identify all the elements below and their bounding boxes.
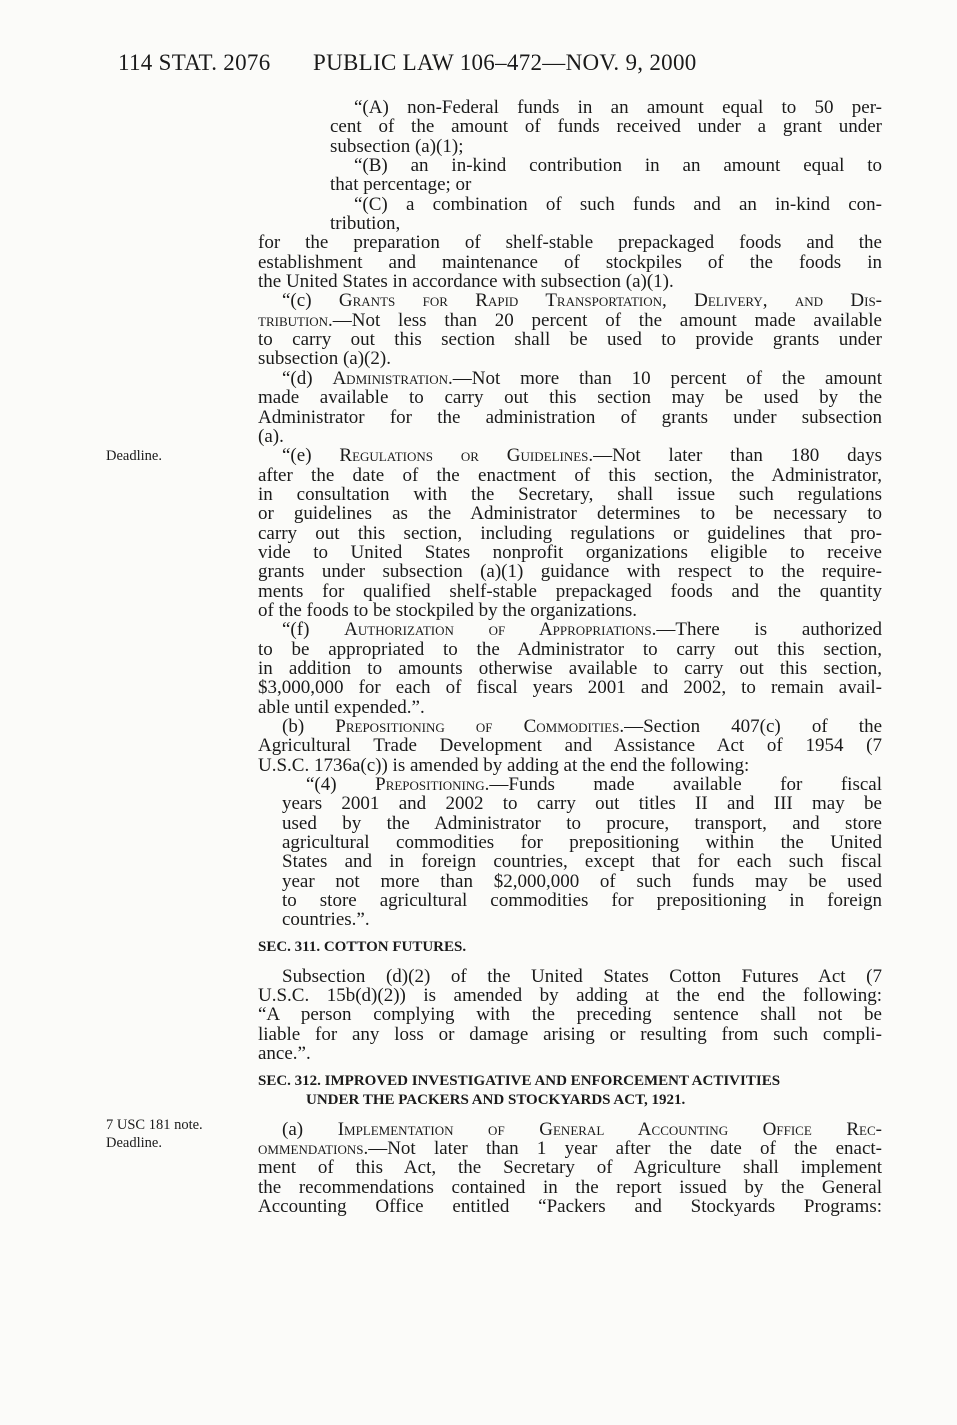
text-run: cent of the amount of funds received under a grant under	[330, 116, 882, 138]
text-line	[258, 1072, 882, 1091]
paragraph	[258, 1120, 882, 1217]
text-run: year not more than $2,000,000 of such funds may be used	[282, 870, 882, 892]
text-line	[258, 1120, 882, 1139]
text-line	[258, 1005, 882, 1024]
text-run: U.S.C. 15b(d)(2)) is amended by adding at the end the following:	[258, 985, 882, 1007]
text-line	[282, 814, 882, 833]
text-line	[258, 253, 882, 272]
text-line	[258, 233, 882, 252]
text-run: grants under subsection (a)(1) guidance with respect to the require-	[258, 561, 882, 583]
paragraph	[330, 156, 882, 195]
section-heading	[258, 1072, 882, 1110]
text-run: subsection (a)(2).	[258, 348, 391, 370]
text-run: “(B) an in-kind contribution in an amount equal to	[354, 155, 882, 177]
text-line	[258, 485, 882, 504]
section-heading	[258, 938, 882, 957]
margin-note-deadline	[106, 447, 162, 465]
text-line	[258, 369, 882, 388]
text-run: of the foods to be stockpiled by the organizations.	[258, 599, 638, 621]
text-line	[258, 582, 882, 601]
small-caps-heading: Grants for Rapid Transportation, Delivery, and Dis-	[338, 290, 882, 312]
text-run: the recommendations contained in the report issued by the General	[258, 1176, 882, 1198]
text-line	[282, 794, 882, 813]
text-line	[258, 1158, 882, 1177]
paragraph	[258, 291, 882, 368]
small-caps-heading: Prepositioning of Commodities.	[335, 716, 625, 737]
text-line	[258, 311, 882, 330]
text-line	[330, 195, 882, 214]
text-run: —Not later than 1 year after the date of the enact-	[368, 1137, 882, 1159]
text-line	[258, 349, 882, 368]
text-run: ance.”.	[258, 1043, 311, 1065]
text-run: ment of this Act, the Secretary of Agriculture shall implement	[258, 1157, 882, 1179]
text-line	[258, 1197, 882, 1216]
document-body	[258, 98, 882, 1216]
text-run: —There is authorized	[656, 619, 883, 641]
text-run: to be appropriated to the Administrator to carry out this section,	[258, 638, 882, 660]
text-run: U.S.C. 1736a(c)) is amended by adding at the end the following:	[258, 754, 750, 776]
text-run: Agricultural Trade Development and Assistance Act of 1954 (7	[258, 735, 882, 757]
paragraph	[282, 775, 882, 930]
text-run: (b)	[282, 716, 336, 737]
small-caps-heading: ommendations.	[258, 1137, 369, 1159]
text-line	[258, 291, 882, 310]
text-line	[282, 852, 882, 871]
text-run: —Section 407(c) of the	[624, 716, 882, 737]
paragraph	[330, 195, 882, 234]
text-line	[282, 775, 882, 794]
text-run: used by the Administrator to procure, transport, and store	[282, 812, 882, 834]
text-run: to store agricultural commodities for prepositioning in foreign	[282, 890, 882, 912]
text-run: “(c)	[282, 290, 339, 312]
paragraph	[258, 967, 882, 1064]
text-run: able until expended.”.	[258, 696, 425, 718]
text-line	[258, 543, 882, 562]
text-run: —Not later than 180 days	[593, 445, 882, 467]
text-line	[258, 736, 882, 755]
text-line	[258, 717, 882, 736]
text-run: “(A) non-Federal funds in an amount equal to 50 per-	[354, 97, 882, 118]
small-caps-heading: Prepositioning.	[375, 774, 490, 796]
text-line	[258, 1178, 882, 1197]
text-run: SEC. 312. IMPROVED INVESTIGATIVE AND ENFORCEMENT ACTIVITIES	[258, 1072, 781, 1089]
text-run: agricultural commodities for prepositioning within the United	[282, 832, 882, 854]
text-run: States and in foreign countries, except that for each such fiscal	[282, 851, 882, 873]
text-run: after the date of the enactment of this section, the Administrator,	[258, 464, 882, 486]
text-run: —Funds made available for fiscal	[489, 774, 882, 796]
text-line	[282, 872, 882, 891]
text-line	[330, 137, 882, 156]
text-run: UNDER THE PACKERS AND STOCKYARDS ACT, 1921.	[306, 1091, 686, 1108]
text-line	[258, 427, 882, 446]
text-line	[258, 562, 882, 581]
text-run: “(4)	[306, 774, 376, 796]
text-run: liable for any loss or damage arising or resulting from such compli-	[258, 1023, 882, 1045]
text-line	[330, 156, 882, 175]
text-run: (a)	[282, 1118, 338, 1140]
text-run: tribution,	[330, 213, 401, 235]
text-run: establishment and maintenance of stockpiles of the foods in	[258, 251, 882, 273]
paragraph	[258, 233, 882, 291]
text-line	[258, 678, 882, 697]
text-run: “A person complying with the preceding sentence shall not be	[258, 1004, 882, 1026]
text-run: Subsection (d)(2) of the United States Cotton Futures Act (7	[282, 965, 882, 987]
text-run: countries.”.	[282, 909, 370, 931]
small-caps-heading: tribution.	[258, 309, 333, 331]
paragraph	[258, 717, 882, 775]
margin-note-line: Deadline.	[106, 1135, 162, 1151]
text-run: Administrator for the administration of grants under subsection	[258, 406, 882, 428]
text-line	[258, 466, 882, 485]
text-run: to carry out this section shall be used to provide grants under	[258, 329, 882, 351]
text-run: the United States in accordance with subsection (a)(1).	[258, 271, 674, 293]
text-run: “(e)	[282, 445, 340, 467]
text-run: or guidelines as the Administrator determines to be necessary to	[258, 503, 882, 525]
small-caps-heading: Authorization of Appropriations.	[344, 619, 657, 641]
text-line	[258, 524, 882, 543]
text-run: in addition to amounts otherwise available to carry out this section,	[258, 657, 882, 679]
text-line	[258, 272, 882, 291]
small-caps-heading: Implementation of General Accounting Office Rec-	[337, 1118, 882, 1140]
paragraph	[258, 369, 882, 446]
text-run: that percentage; or	[330, 174, 472, 196]
text-run: Accounting Office entitled “Packers and Stockyards Programs:	[258, 1195, 882, 1217]
text-line	[258, 620, 882, 639]
text-run: subsection (a)(1);	[330, 135, 464, 157]
text-line	[282, 910, 882, 929]
text-run: years 2001 and 2002 to carry out titles II and III may be	[282, 793, 882, 815]
margin-note-line: 7 USC 181 note.	[106, 1117, 203, 1133]
text-line	[258, 1091, 882, 1110]
text-line	[258, 698, 882, 717]
text-run: —Not less than 20 percent of the amount made available	[332, 309, 882, 331]
small-caps-heading: Regulations or Guidelines.	[339, 445, 594, 467]
text-line	[330, 98, 882, 117]
running-header: PUBLIC LAW 106–472—NOV. 9, 2000	[313, 50, 697, 75]
text-line	[258, 640, 882, 659]
text-line	[330, 214, 882, 233]
small-caps-heading: Administration.	[332, 367, 453, 389]
text-line	[282, 891, 882, 910]
paragraph	[330, 98, 882, 156]
margin-note-line: Deadline.	[106, 448, 162, 464]
text-run: —Not more than 10 percent of the amount	[452, 367, 882, 389]
text-line	[258, 938, 882, 957]
text-line	[258, 601, 882, 620]
page-citation: 114 STAT. 2076	[118, 50, 271, 75]
text-line	[258, 388, 882, 407]
text-run: for the preparation of shelf-stable prepackaged foods and the	[258, 232, 882, 254]
text-run: ments for qualified shelf-stable prepackaged foods and the quantity	[258, 580, 882, 602]
text-run: vide to United States nonprofit organizations eligible to receive	[258, 541, 882, 563]
text-run: made available to carry out this section may be used by the	[258, 387, 882, 409]
text-line	[258, 986, 882, 1005]
text-run: “(d)	[282, 367, 333, 389]
text-line	[258, 1025, 882, 1044]
text-line	[258, 330, 882, 349]
text-line	[258, 504, 882, 523]
text-run: carry out this section, including regulations or guidelines that pro-	[258, 522, 882, 544]
text-line	[282, 833, 882, 852]
paragraph	[258, 446, 882, 620]
text-run: $3,000,000 for each of fiscal years 2001 and 2002, to remain avail-	[258, 677, 882, 699]
text-line	[258, 967, 882, 986]
text-run: in consultation with the Secretary, shall issue such regulations	[258, 483, 882, 505]
text-line	[258, 659, 882, 678]
text-line	[258, 446, 882, 465]
margin-note-usc	[106, 1116, 203, 1152]
text-line	[330, 117, 882, 136]
text-run: (a).	[258, 425, 284, 447]
text-line	[258, 1044, 882, 1063]
text-run: “(f)	[282, 619, 345, 641]
text-run: SEC. 311. COTTON FUTURES.	[258, 938, 467, 955]
text-line	[330, 175, 882, 194]
text-line	[258, 1139, 882, 1158]
text-line	[258, 756, 882, 775]
text-run: “(C) a combination of such funds and an in-kind con-	[354, 193, 882, 215]
paragraph	[258, 620, 882, 717]
text-line	[258, 408, 882, 427]
